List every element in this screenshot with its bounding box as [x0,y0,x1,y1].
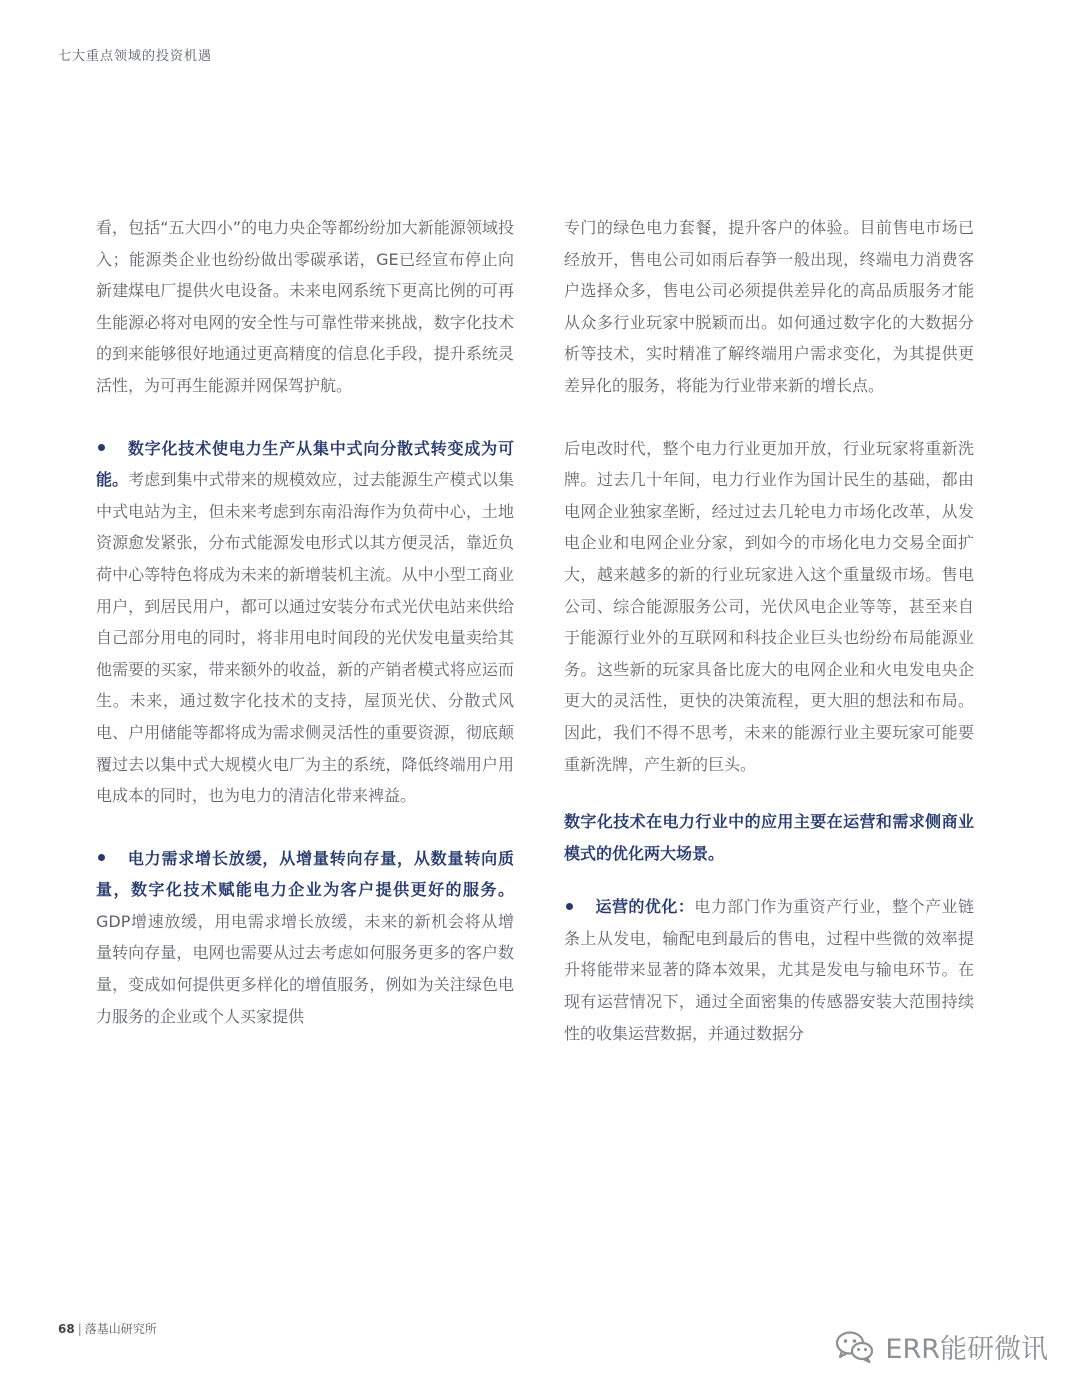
bullet-dot-icon [566,903,573,910]
left-bullet-1 [96,433,514,812]
running-header: 七大重点领域的投资机遇 [58,49,213,64]
bullet-2-body: GDP增速放缓，用电需求增长放缓，未来的新机会将从增量转向存量，电网也需要从过去考虑如何服务更多的客户数量，变成如何提供更多样化的增值服务，例如为关注绿色电力服务的企业或个人买家提供 [96,911,514,1026]
publisher-name: 落基山研究所 [84,1322,157,1336]
right-paragraph-1: 专门的绿色电力套餐，提升客户的体验。目前售电市场已经放开，售电公司如雨后春笋一般出现，终端电力消费客户选择众多，售电公司必须提供差异化的高品质服务才能从众多行业玩家中脱颖而出。如何通过数字化的大数据分析等技术，实时精准了解终端用户需求变化，为其提供更差异化的服务，将能为行业带来新的增长点。 [564,218,974,395]
watermark-text: ERR能研微讯 [885,1334,1048,1365]
page-number: 68 [58,1322,75,1336]
bullet-dot-icon [98,854,105,861]
right-paragraph-2: 后电改时代，整个电力行业更加开放，行业玩家将重新洗牌。过去几十年间，电力行业作为国计民生的基础，都由电网企业独家垄断，经过过去几轮电力市场化改革，从发电企业和电网企业分家，到如今的市场化电力交易全面扩大，越来越多的新的行业玩家进入这个重量级市场。售电公司、综合能源服务公司，光伏风电企业等等，甚至来自于能源行业外的互联网和科技企业巨头也纷纷布局能源业务。这些新的玩家具备比庞大的电网企业和火电发电央企更大的灵活性，更快的决策流程，更大胆的想法和布局。因此，我们不得不思考，未来的能源行业主要玩家可能要重新洗牌，产生新的巨头。 [564,438,974,774]
right-bullet-3 [564,891,974,1049]
footer-separator: | [77,1322,82,1336]
left-paragraph-1: 看，包括“五大四小”的电力央企等都纷纷加大新能源领域投入；能源类企业也纷纷做出零碳承诺，GE已经宣布停止向新建煤电厂提供火电设备。未来电网系统下更高比例的可再生能源必将对电网的安全性与可靠性带来挑战，数字化技术的到来能够很好地通过更高精度的信息化手段，提升系统灵活性，为可再生能源并网保驾护航。 [96,218,514,395]
left-bullet-2 [96,843,514,1033]
bullet-1-body: 考虑到集中式带来的规模效应，过去能源生产模式以集中式电站为主，但未来考虑到东南沿海作为负荷中心，土地资源愈发紧张，分布式能源发电形式以其方便灵活，靠近负荷中心等特色将成为未来的新增装机主流。从中小型工商业用户，到居民用户，都可以通过安装分布式光伏电站来供给自己部分用电的同时，将非用电时间段的光伏发电量卖给其他需要的买家，带来额外的收益，新的产销者模式将应运而生。未来，通过数字化技术的支持，屋顶光伏、分散式风电、户用储能等都将成为需求侧灵活性的重要资源，彻底颠覆过去以集中式大规模火电厂为主的系统，降低终端用户用电成本的同时，也为电力的清洁化带来裨益。 [96,470,514,806]
right-column [564,212,974,1080]
watermark [835,1327,1048,1366]
bullet-3-heading: 运营的优化： [595,897,695,917]
left-column [96,212,514,1063]
bullet-dot-icon [98,444,105,451]
page-footer [58,1320,157,1337]
bullet-3-body: 电力部门作为重资产行业，整个产业链条上从发电，输配电到最后的售电，过程中些微的效率提升将能带来显著的降本效果，尤其是发电与输电环节。在现有运营情况下，通过全面密集的传感器安装大范围持续性的收集运营数据，并通过数据分 [564,897,974,1043]
bullet-2-heading: 电力需求增长放缓，从增量转向存量，从数量转向质量，数字化技术赋能电力企业为客户提供更好的服务。 [96,848,514,900]
section-heading: 数字化技术在电力行业中的应用主要在运营和需求侧商业模式的优化两大场景。 [564,812,974,863]
wechat-icon [835,1330,875,1364]
bullet-1-heading: 数字化技术使电力生产从集中式向分散式转变成为可能。 [96,438,514,490]
